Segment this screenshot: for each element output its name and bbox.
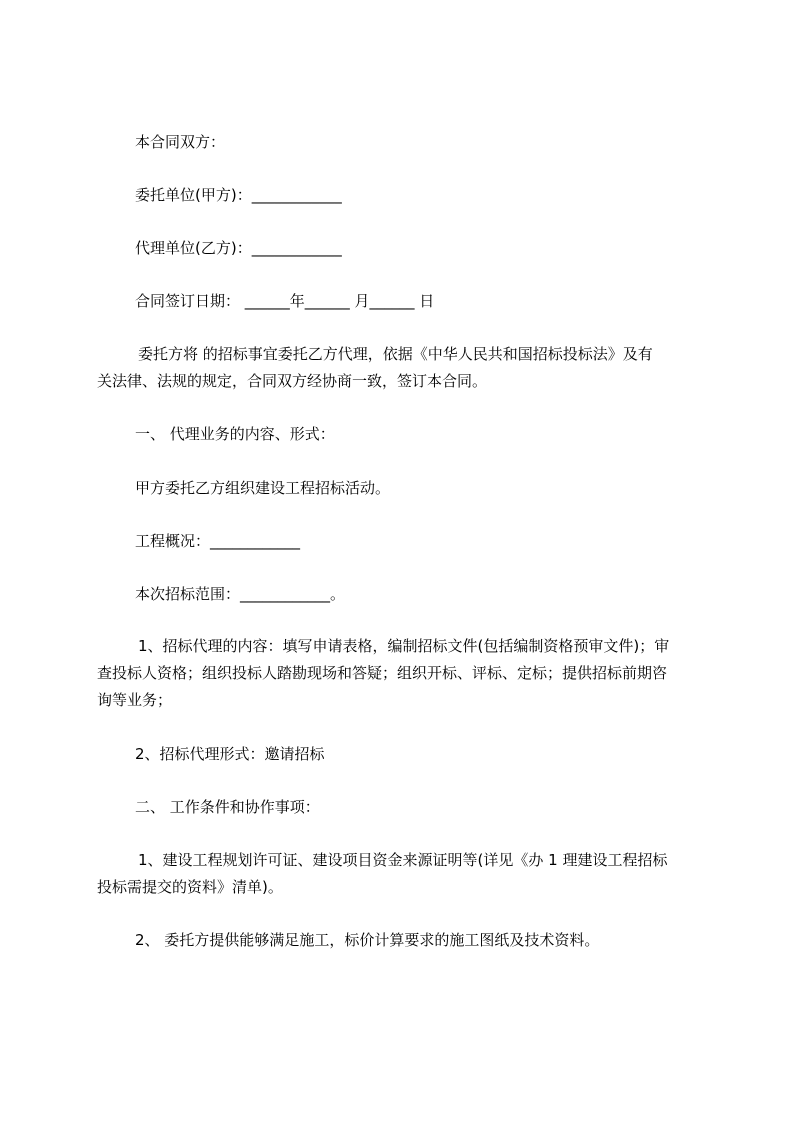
preamble-line-1: 委托方将 的招标事宜委托乙方代理，依据《中华人民共和国招标投标法》及有	[138, 345, 653, 363]
section-1-heading: 一、 代理业务的内容、形式：	[135, 425, 335, 443]
agent-party-line: 代理单位(乙方)：____________	[135, 239, 342, 257]
bidding-scope-line: 本次招标范围：____________。	[135, 585, 346, 603]
parties-heading: 本合同双方：	[135, 133, 226, 151]
project-overview-line: 工程概况：____________	[135, 532, 301, 550]
condition-1-line-1: 1、建设工程规划许可证、建设项目资金来源证明等(详见《办 1 理建设工程招标	[138, 851, 668, 869]
section-1-text: 甲方委托乙方组织建设工程招标活动。	[135, 479, 391, 497]
client-party-line: 委托单位(甲方)：____________	[135, 186, 342, 204]
agency-content-line-3: 询等业务；	[97, 691, 173, 709]
section-2-heading: 二、 工作条件和协作事项：	[135, 798, 320, 816]
preamble-line-2: 关法律、法规的规定，合同双方经协商一致，签订本合同。	[97, 372, 488, 390]
signing-date-line: 合同签订日期： ______年______ 月______ 日	[135, 292, 435, 310]
agency-form-line: 2、招标代理形式：邀请招标	[135, 745, 325, 763]
agency-content-line-1: 1、招标代理的内容：填写申请表格，编制招标文件(包括编制资格预审文件)；审	[138, 637, 670, 655]
condition-1-line-2: 投标需提交的资料》清单)。	[97, 878, 283, 896]
agency-content-line-2: 查投标人资格；组织投标人踏勘现场和答疑；组织开标、评标、定标；提供招标前期咨	[97, 664, 668, 682]
condition-2-line: 2、 委托方提供能够满足施工，标价计算要求的施工图纸及技术资料。	[135, 931, 600, 949]
